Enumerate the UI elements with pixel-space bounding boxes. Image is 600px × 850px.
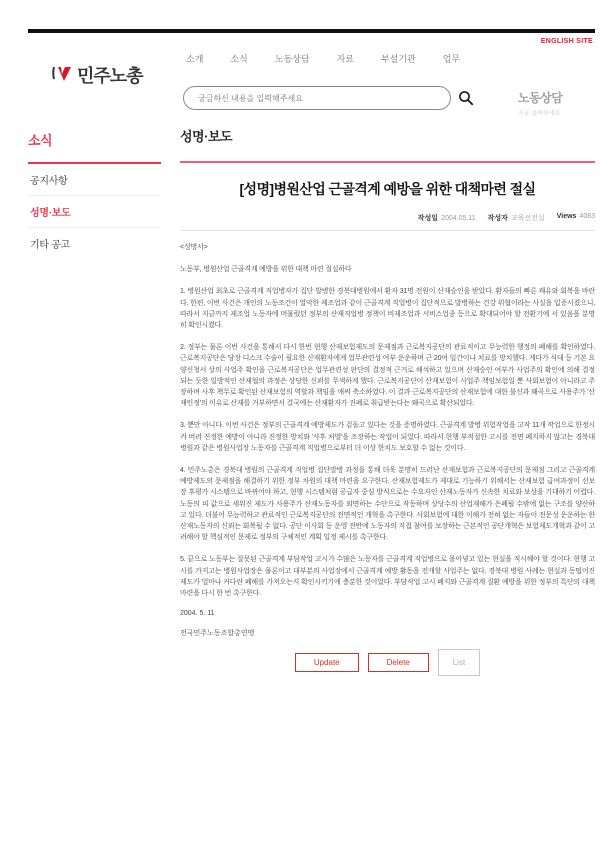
article-body-line: <성명서> xyxy=(180,244,208,251)
meta-divider xyxy=(180,230,595,231)
action-buttons xyxy=(180,649,595,676)
search-input[interactable] xyxy=(196,93,438,104)
nav-item-news[interactable]: 소식 xyxy=(230,54,248,64)
meta-date xyxy=(418,213,476,223)
article-paragraph: 3. 뿐만 아니다. 이번 사건은 정부의 근골격계 예방제도가 겉돌고 있다는 것을 증명하였다. 근골격계 발병 위험작업을 고작 11개 작업으로 한정시켜 버려 진정한 예방이 아니라 진정한 방치와 '사후 처벌'을 조장하는 작업이 되었다. 따라서 현행 부적절한 고시를 전면 폐지하지 않고는 경북대 병원과 같은 병원사업장 노동자를 근골격계 직업병으로부터 더 이상 한치도 보호할 수 없는 것이다. xyxy=(180,422,595,452)
nav-item-about[interactable]: 소개 xyxy=(186,54,204,64)
signature-date: 2004. 5. 11 xyxy=(180,610,215,618)
nav-item-labor-consult[interactable]: 노동상담 xyxy=(274,54,310,64)
page-title: 성명·보도 xyxy=(180,129,233,144)
article-paragraph: 4. 민주노총은 경북대 병원의 근골격계 직업병 집단발병 과정을 통해 더욱 분명히 드러난 산재보험과 근로복지공단의 문제점 그리고 근골격계 예방제도의 문제점을 해결하기 위한 정부 차원의 대책 마련을 요구한다. 산재보험제도가 제대로 기능하기 위해서는 산재보험 급여과정이 선보장 후평가 시스템으로 바뀌어야 하고, 현행 시스템처럼 공급자 중심 방식으로는 수요자인 산재노동자가 신속한 치료와 보상을 기대하기 어렵다. 노동의 피 값으로 세워진 제도가 사용주가 산재노동자를 외면하는 수단으로 작동하며 상당수의 산업재해가 은폐될 수밖에 없는 구조를 양산하고 있다. 더불어 무능력하고 관료적인 근로복지공단의 전면적인 개혁을 촉구한다. 사회보험에 대한 이해가 전혀 없는 자들이 전문성 운운하는 한 산재노동자의 신뢰는 회복될 수 없다. 공단 이사회 등 운영 전반에 노동자의 직접 참여를 보장하는 근본적인 공단개혁은 보험제도개혁과 같이 고려해야 할 핵심적인 문제로 정부의 구체적인 계획 일정 제시를 촉구한다. xyxy=(180,467,595,542)
logo[interactable] xyxy=(52,62,143,88)
labor-consult-subtitle: 지금 클릭하세요 xyxy=(518,111,561,117)
signature-org: 전국민주노동조합총연맹 xyxy=(180,630,255,638)
top-divider xyxy=(28,29,595,33)
article-meta xyxy=(180,213,595,223)
labor-consult-title: 노동상담 xyxy=(518,91,563,105)
nav-item-resources[interactable]: 자료 xyxy=(336,54,354,64)
search-icon[interactable] xyxy=(458,90,474,106)
logo-flag-icon xyxy=(52,66,72,84)
list-button[interactable]: List xyxy=(438,649,480,676)
meta-views-label: Views xyxy=(556,213,577,220)
meta-views-value: 4083 xyxy=(579,213,595,220)
article-paragraph: 1. 병원산업 최초로 근골격계 직업병자가 집단 발병한 경북대병원에서 환자 31명 전원이 산재승인을 받았다. 환자들의 빠른 쾌유와 회복을 바란다. 한편, 이번 사건은 개인의 노동조건이 열악한 제조업과 같이 근골격계 직업병이 집단적으로 발병하는 건강 위협이라는 사실을 입증시켰으니, 따라서 지금까지 제조업 노동자에 머물렀던 정부의 산재직업병 정책이 비제조업과 서비스업종 등으로 확대되어야 할 전환기에 서 있음을 분명히 확인시켰다. xyxy=(180,288,595,330)
sidebar-item-notice[interactable]: 공지사항 xyxy=(30,176,68,187)
nav-item-tasks[interactable]: 업무 xyxy=(442,54,461,64)
sidebar xyxy=(28,130,161,259)
nav-item-affiliates[interactable]: 부설기관 xyxy=(380,54,416,64)
delete-button[interactable]: Delete xyxy=(368,653,429,672)
article-body-line: 노동부, 병원산업 근골격계 예방을 위한 대책 마련 절실하다 xyxy=(180,266,352,274)
meta-author-value: 교육선전실 xyxy=(510,215,545,222)
sidebar-item-other-announcements[interactable]: 기타 공고 xyxy=(28,227,161,259)
article-signature xyxy=(180,610,595,638)
meta-date-value: 2004.05.11 xyxy=(441,215,476,222)
main-nav xyxy=(186,52,460,65)
meta-views xyxy=(557,213,595,223)
english-site-link[interactable]: ENGLISH SITE xyxy=(540,38,593,45)
article-body xyxy=(180,242,595,599)
update-button[interactable]: Update xyxy=(295,653,359,672)
labor-consult-widget[interactable] xyxy=(518,89,562,117)
meta-author-label: 작성자 xyxy=(487,215,508,222)
meta-author xyxy=(488,213,545,223)
article-paragraph: 5. 끝으로 노동부는 잘못된 근골격계 부담작업 고시가 수많은 노동자를 근골격계 직업병으로 몰아넣고 있는 현실을 직시해야 할 것이다. 현행 고시를 가지고는 병원사업장은 물론이고 대부분의 사업장에서 근골격계 예방 활동을 전개할 사업주는 없다. 경북대 병원 사례는 현실과 동떨어진 제도가 얼마나 커다란 폐해를 가져오는지 확인시키기에 충분한 것이었다. 부담작업 고시 폐지와 근골격계 질환 예방을 위한 정부의 특단의 대책 마련을 다시 한 번 촉구한다. xyxy=(180,556,595,598)
article-paragraph: 2. 정부는 물론 이번 사건을 통해서 다시 한번 현행 산재보험제도의 문제점과 근로복지공단의 관료적이고 무능력한 행정의 폐해를 확인하였다. 근로복지공단은 당장 디스크 수술이 필요한 산재환자에게 업무관련성 여부 운운하며 근 20여 일간이나 치료를 방치했다. 게다가 식대 등 기본 요양신청서 상의 사업주 확인을 근로복지공단은 업무관련성 판단의 결정적 근거로 해석하고 있으며 산재승인 여부가 사업주의 확인에 의해 결정되는 듯한 일방적인 산재협의 과정은 상당한 신뢰를 무색하게 했다. 근로복지공단이 산재보험이 사업주 책임보험일 뿐 사회보험이 아니라고 주장하며 사후 책무로 확인된 산재보험의 역할과 책임을 애써 축소하였다. 이 결과 근로복지공단의 산재보험에 대한 불신과 왜곡으로 사용주가 '산재인정'의 이유로 산재를 거부하면서 결국에는 산재환자가 진폐로 취급받는다는 왜곡으로 확산되었다. xyxy=(180,344,595,408)
logo-text: 민주노총 xyxy=(77,66,143,86)
search-box xyxy=(183,86,451,110)
main-content xyxy=(180,126,595,676)
sidebar-title: 소식 xyxy=(28,133,53,148)
article-title: [성명]병원산업 근골격계 예방을 위한 대책마련 절실 xyxy=(239,181,536,197)
section-divider xyxy=(180,161,595,163)
sidebar-item-statements[interactable]: 성명·보도 xyxy=(28,195,161,227)
meta-date-label: 작성일 xyxy=(417,215,439,222)
